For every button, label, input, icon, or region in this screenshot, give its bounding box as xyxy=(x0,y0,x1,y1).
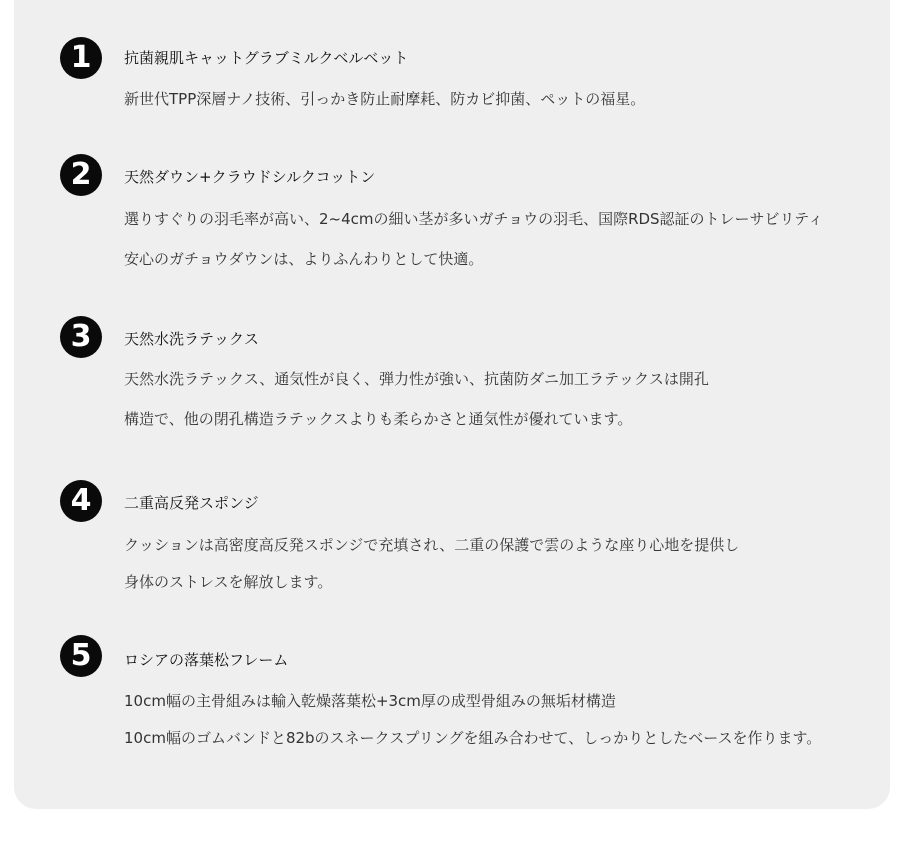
features-panel xyxy=(14,0,890,809)
number-badge: 2 xyxy=(60,154,102,196)
feature-title: 抗菌親肌キャットグラブミルクベルベット xyxy=(124,49,409,67)
feature-description: 天然水洗ラテックス、通気性が良く、弾力性が強い、抗菌防ダニ加工ラテックスは開孔 xyxy=(124,370,709,388)
feature-description: 安心のガチョウダウンは、よりふんわりとして快適。 xyxy=(124,250,484,268)
feature-description: クッションは高密度高反発スポンジで充填され、二重の保護で雲のような座り心地を提供し xyxy=(124,536,740,554)
feature-title: 天然水洗ラテックス xyxy=(124,330,259,348)
number-badge: 1 xyxy=(60,37,102,79)
feature-description: 身体のストレスを解放します。 xyxy=(124,573,333,591)
feature-description: 10cm幅の主骨組みは輸入乾燥落葉松+3cm厚の成型骨組みの無垢材構造 xyxy=(124,692,616,710)
number-badge: 4 xyxy=(60,480,102,522)
feature-description: 新世代TPP深層ナノ技術、引っかき防止耐摩耗、防カビ抑菌、ペットの福星。 xyxy=(124,90,646,108)
feature-title: 天然ダウン+クラウドシルクコットン xyxy=(124,168,376,186)
feature-description: 構造で、他の閉孔構造ラテックスよりも柔らかさと通気性が優れています。 xyxy=(124,410,633,428)
feature-description: 選りすぐりの羽毛率が高い、2~4cmの細い茎が多いガチョウの羽毛、国際RDS認証のトレーサビリティ xyxy=(124,210,824,228)
feature-description: 10cm幅のゴムバンドと82bのスネークスプリングを組み合わせて、しっかりとしたベースを作ります。 xyxy=(124,729,822,747)
number-badge: 5 xyxy=(60,635,102,677)
number-badge: 3 xyxy=(60,316,102,358)
feature-title: ロシアの落葉松フレーム xyxy=(124,651,289,669)
feature-title: 二重高反発スポンジ xyxy=(124,494,259,512)
